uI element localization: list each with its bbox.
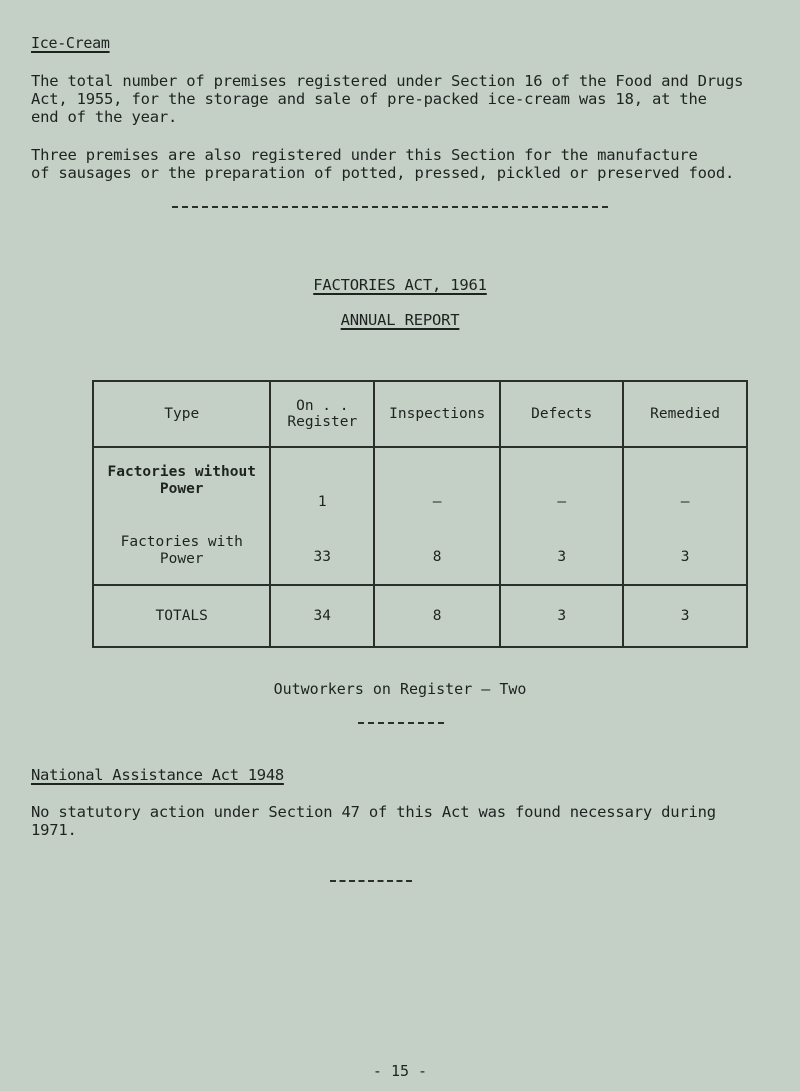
- type-cell: [93, 447, 270, 585]
- totals-defects: 3: [500, 585, 623, 647]
- defects-with-power: 3: [557, 549, 567, 565]
- header-remedied: Remedied: [623, 381, 747, 447]
- factories-title: [0, 276, 800, 294]
- totals-label: TOTALS: [93, 585, 270, 647]
- register-with-power: 33: [313, 549, 332, 565]
- factories-title-text: FACTORIES ACT, 1961: [313, 276, 487, 294]
- national-assistance-paragraph: No statutory action under Section 47 of this Act was found necessary during 1971.: [31, 803, 716, 839]
- remedied-without-power: –: [680, 494, 690, 510]
- defects-cell: [500, 447, 623, 585]
- factories-subtitle: [0, 311, 800, 329]
- totals-remedied: 3: [623, 585, 747, 647]
- section-divider-3: [330, 880, 412, 882]
- page-number: - 15 -: [372, 1062, 428, 1080]
- type-with-power: Factories with Power: [120, 534, 243, 567]
- totals-inspections: 8: [374, 585, 500, 647]
- ice-cream-paragraph-2: Three premises are also registered under this Section for the manufacture of sausages or the preparation of potted, pressed, pickled or preserved food.: [31, 146, 735, 182]
- table-totals-row: [93, 585, 747, 647]
- type-without-power: Factories without Power: [107, 464, 256, 497]
- remedied-cell: [623, 447, 747, 585]
- register-cell: [270, 447, 374, 585]
- header-inspections: Inspections: [374, 381, 500, 447]
- factories-subtitle-text: ANNUAL REPORT: [340, 311, 460, 329]
- header-register: On . . Register: [270, 381, 374, 447]
- factories-report-table: [92, 380, 748, 648]
- ice-cream-heading: Ice-Cream: [31, 34, 110, 52]
- remedied-with-power: 3: [680, 549, 690, 565]
- outworkers-note: Outworkers on Register – Two: [273, 680, 527, 698]
- table-header-row: [93, 381, 747, 447]
- ice-cream-paragraph-1: The total number of premises registered under Section 16 of the Food and Drugs Act, 1955, for the storage and sale of pre-packed ice-cream was 18, at the end of the year.: [31, 72, 744, 126]
- table-row: [93, 447, 747, 585]
- section-divider-1: [172, 206, 608, 208]
- inspections-without-power: –: [432, 494, 442, 510]
- defects-without-power: –: [557, 494, 567, 510]
- national-assistance-heading: National Assistance Act 1948: [31, 766, 284, 784]
- inspections-with-power: 8: [432, 549, 442, 565]
- inspections-cell: [374, 447, 500, 585]
- header-defects: Defects: [500, 381, 623, 447]
- section-divider-2: [358, 722, 444, 724]
- register-without-power: 1: [317, 494, 327, 510]
- totals-register: 34: [270, 585, 374, 647]
- header-type: Type: [93, 381, 270, 447]
